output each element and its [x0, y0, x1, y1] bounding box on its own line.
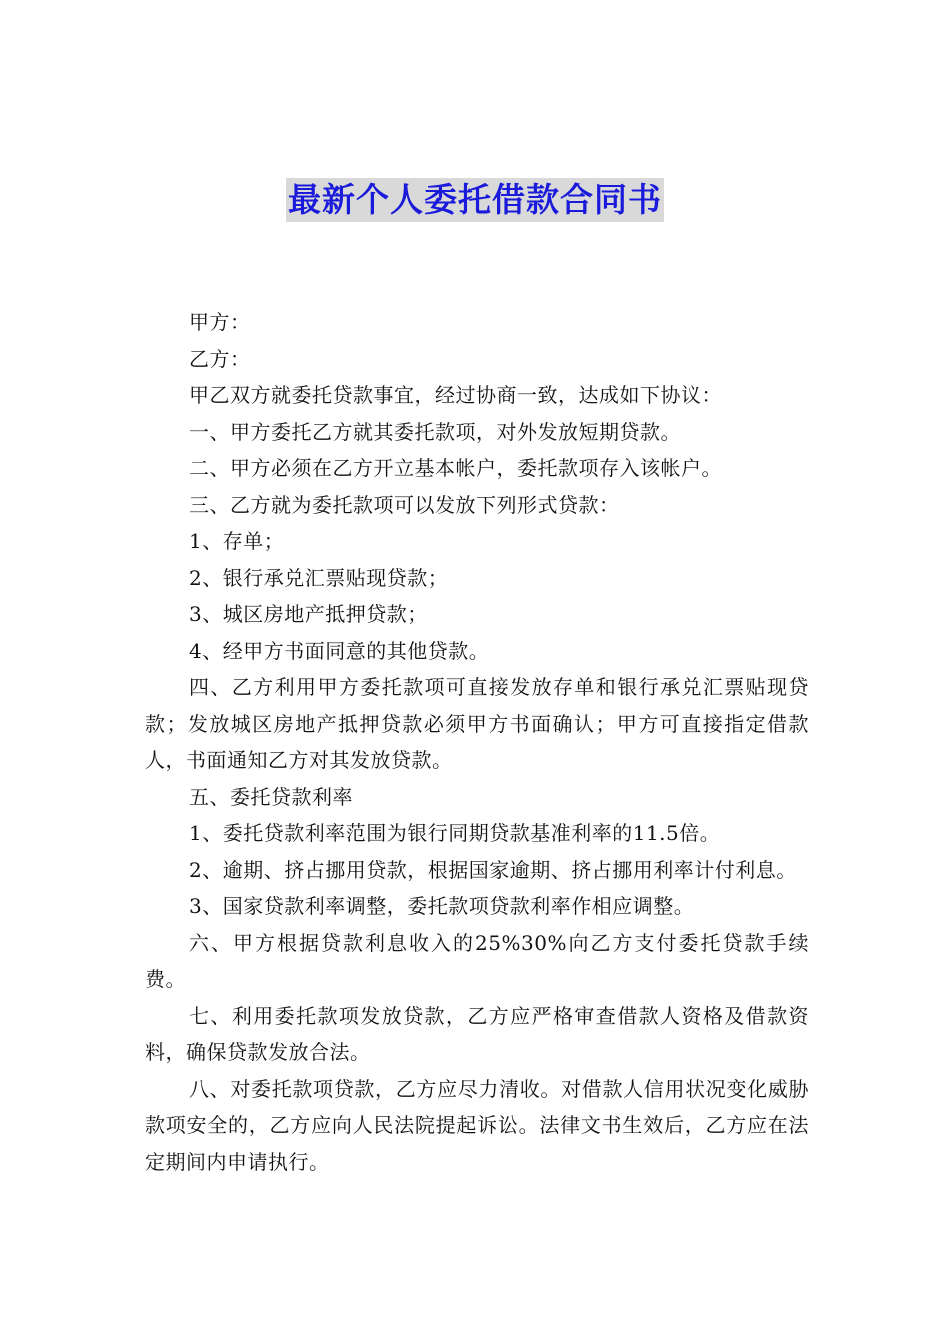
- paragraph-clause-3: 三、乙方就为委托款项可以发放下列形式贷款：: [189, 492, 620, 517]
- paragraph-party-a: 甲方：: [189, 310, 251, 334]
- list-item-5-1: 1、委托贷款利率范围为银行同期贷款基准利率的11.5倍。: [189, 821, 721, 845]
- paragraph-clause-4: 四、乙方利用甲方委托款项可直接发放存单和银行承兑汇票贴现贷款；发放城区房地产抵押贷款必须甲方书面确认；甲方可直接指定借款人，书面通知乙方对其发放贷款。: [145, 675, 809, 772]
- paragraph-clause-6: 六、甲方根据贷款利息收入的25%30%向乙方支付委托贷款手续费。: [145, 930, 809, 991]
- title-container: [0, 178, 950, 222]
- document-body: [145, 304, 809, 1180]
- paragraph-clause-1: 一、甲方委托乙方就其委托款项，对外发放短期贷款。: [189, 419, 681, 444]
- list-item-5-2: 2、逾期、挤占挪用贷款，根据国家逾期、挤占挪用利率计付利息。: [189, 857, 797, 882]
- document-title: 最新个人委托借款合同书: [286, 178, 664, 222]
- paragraph-party-b: 乙方：: [189, 346, 251, 371]
- paragraph-clause-8: 八、对委托款项贷款，乙方应尽力清收。对借款人信用状况变化威胁款项安全的，乙方应向人民法院提起诉讼。法律文书生效后，乙方应在法定期间内申请执行。: [145, 1076, 809, 1174]
- paragraph-intro: 甲乙双方就委托贷款事宜，经过协商一致，达成如下协议：: [189, 383, 722, 407]
- list-item-3-3: 3、城区房地产抵押贷款；: [189, 602, 428, 626]
- list-item-3-2: 2、银行承兑汇票贴现贷款；: [189, 565, 449, 590]
- list-item-5-3: 3、国家贷款利率调整，委托款项贷款利率作相应调整。: [189, 894, 695, 918]
- list-item-3-1: 1、存单；: [189, 529, 285, 553]
- paragraph-clause-5: 五、委托贷款利率: [189, 784, 353, 809]
- list-item-3-4: 4、经甲方书面同意的其他贷款。: [189, 638, 490, 663]
- paragraph-clause-2: 二、甲方必须在乙方开立基本帐户，委托款项存入该帐户。: [189, 456, 722, 480]
- paragraph-clause-7: 七、利用委托款项发放贷款，乙方应严格审查借款人资格及借款资料，确保贷款发放合法。: [145, 1003, 809, 1064]
